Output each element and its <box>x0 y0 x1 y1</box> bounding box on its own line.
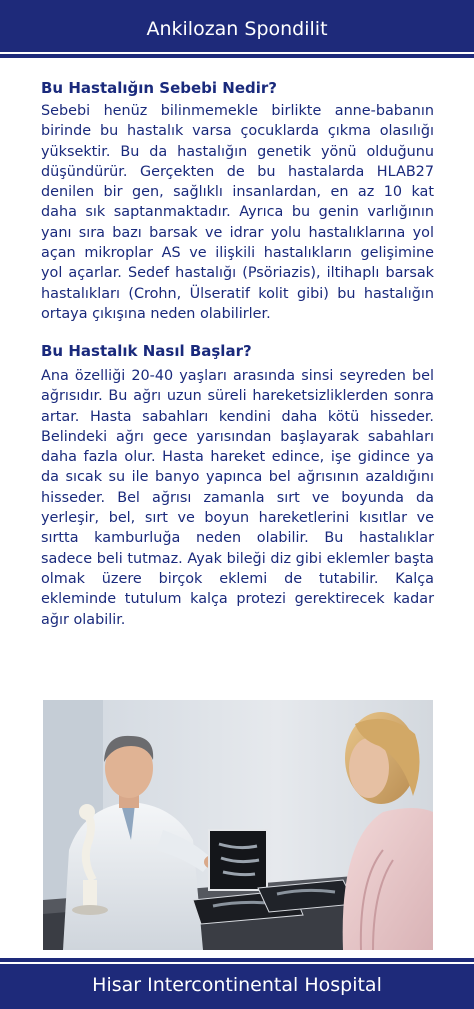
section-text-onset: Ana özelliği 20-40 yaşları arasında sinsi seyreden bel ağrısıdır. Bu ağrı uzun süreli hareketsizliklerden sonra artar. Hasta sabahları kendini daha kötü hisseder. Belindeki ağrı gece yarısından başlayarak sabahları daha fazla olur. Hasta hareket edince, işe gidince ya da sıcak su ile banyo yapınca bel ağrısının azaldığını hisseder. Bel ağrısı zamanla sırt ve boyunda da yerleşir, bel, sırt ve boyun hareketlerini kısıtlar ve sırtta kamburluğa neden olabilir. Bu hastalıklar sadece beli tutmaz. Ayak bileği diz gibi eklemler başta olmak üzere birçok eklemi de tutabilir. Kalça ekleminde tutulum kalça protezi gerektirecek kadar ağır olabilir. <box>41 368 434 628</box>
header-divider <box>0 52 474 54</box>
section-text-cause: Sebebi henüz bilinmemekle birlikte anne-babanın birinde bu hastalık varsa çocuklarda çıkma olasılığı yüksektir. Bu da hastalığın genetik yönü olduğunu düşündürür. Gerçekten de bu hastalarda HLAB27 denilen bir gen, sağlıklı insanlardan, en az 10 kat daha sık saptanmaktadır. Ayrıca bu genin varlığının yanı sıra bazı barsak ve idrar yolu hastalıklarına yol açan mikroplar AS ve ilişkili hastalıkların gelişimine yol açarlar. Sedef hastalığı (Psöriazis), iltihaplı barsak hastalıkları (Crohn, Ülseratif kolit gibi) bu hastalığın ortaya çıkışına neden olabilirler. <box>41 103 434 322</box>
section-heading-onset: Bu Hastalık Nasıl Başlar? <box>41 342 252 360</box>
footer-band <box>0 958 474 1009</box>
page-title: Ankilozan Spondilit <box>146 18 328 40</box>
header-band <box>0 0 474 58</box>
doctor-patient-photo <box>43 700 433 950</box>
section-heading-cause: Bu Hastalığın Sebebi Nedir? <box>41 79 277 97</box>
hospital-name: Hisar Intercontinental Hospital <box>92 974 382 996</box>
footer-divider <box>0 962 474 964</box>
photo-illustration <box>43 700 433 950</box>
